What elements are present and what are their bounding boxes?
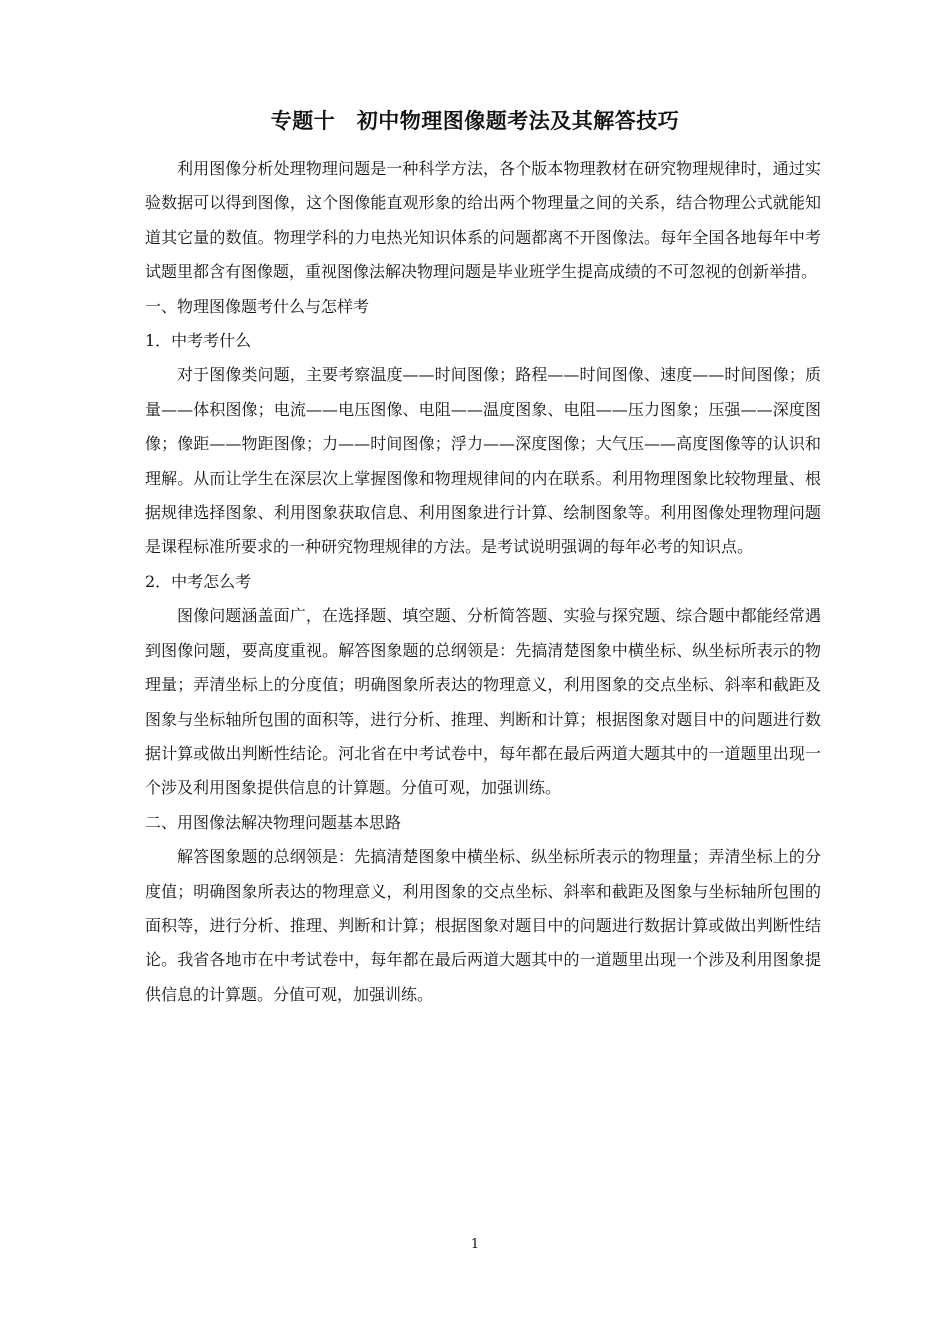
section-2-paragraph: 解答图象题的总纲领是：先搞清楚图象中横坐标、纵坐标所表示的物理量；弄清坐标上的分度值；明确图象所表达的物理意义，利用图象的交点坐标、斜率和截距及图象与坐标轴所包围的面积等，进行分析、推理、判断和计算；根据图象对题目中的问题进行数据计算或做出判断性结论。我省各地市在中考试卷中，每年都在最后两道大题其中的一道题里出现一个涉及利用图象提供信息的计算题。分值可观，加强训练。 <box>145 847 821 1004</box>
section-1-2-paragraph: 图像问题涵盖面广，在选择题、填空题、分析简答题、实验与探究题、综合题中都能经常遇到图像问题，要高度重视。解答图象题的总纲领是：先搞清楚图象中横坐标、纵坐标所表示的物理量；弄清坐标上的分度值；明确图象所表达的物理意义，利用图象的交点坐标、斜率和截距及图象与坐标轴所包围的面积等，进行分析、推理、判断和计算；根据图象对题目中的问题进行数据计算或做出判断性结论。河北省在中考试卷中，每年都在最后两道大题其中的一道题里出现一个涉及利用图象提供信息的计算题。分值可观，加强训练。 <box>145 606 821 798</box>
section-1-1-paragraph: 对于图像类问题，主要考察温度——时间图像；路程——时间图像、速度——时间图像；质量——体积图像；电流——电压图像、电阻——温度图象、电阻——压力图象；压强——深度图像；像距——物距图像；力——时间图像；浮力——深度图像；大气压——高度图像等的认识和理解。从而让学生在深层次上掌握图像和物理规律间的内在联系。利用物理图象比较物理量、根据规律选择图象、利用图象获取信息、利用图象进行计算、绘制图象等。利用图像处理物理问题是课程标准所要求的一种研究物理规律的方法。是考试说明强调的每年必考的知识点。 <box>145 365 821 557</box>
page-number: 1 <box>470 1237 480 1252</box>
section-2-heading: 二、用图像法解决物理问题基本思路 <box>145 812 402 832</box>
section-1-1-heading: 1．中考考什么 <box>145 331 252 351</box>
section-1-heading: 一、物理图像题考什么与怎样考 <box>145 296 370 316</box>
document-title: 专题十 初中物理图像题考法及其解答技巧 <box>270 109 680 133</box>
section-1-2-heading: 2．中考怎么考 <box>145 571 252 591</box>
document-body <box>145 152 821 1012</box>
intro-paragraph: 利用图像分析处理物理问题是一种科学方法，各个版本物理教材在研究物理规律时，通过实验数据可以得到图像，这个图像能直观形象的给出两个物理量之间的关系，结合物理公式就能知道其它量的数值。物理学科的力电热光知识体系的问题都离不开图像法。每年全国各地每年中考试题里都含有图像题，重视图像法解决物理问题是毕业班学生提高成绩的不可忽视的创新举措。 <box>145 159 821 282</box>
